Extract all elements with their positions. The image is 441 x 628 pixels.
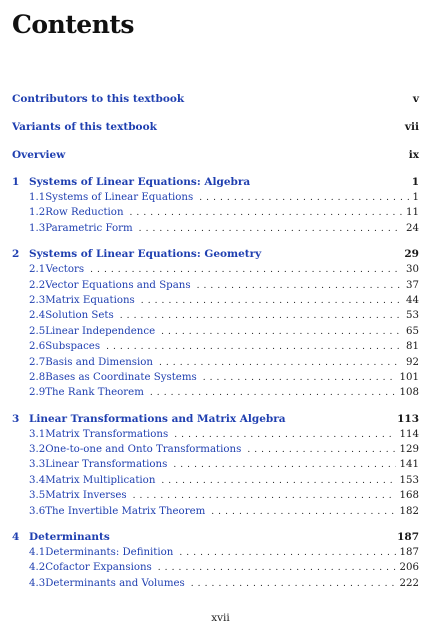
chapter-page: 187 <box>397 531 419 544</box>
toc-section-2-5[interactable] <box>12 324 419 339</box>
chapter-number: 4 <box>12 531 20 544</box>
section-page: 101 <box>399 371 419 383</box>
section-page: 129 <box>399 444 419 456</box>
section-page: 1 <box>412 192 419 203</box>
dot-leader <box>120 309 402 324</box>
dot-leader <box>203 371 396 386</box>
section-title[interactable]: Vector Equations and Spans <box>45 279 191 291</box>
chapter-title[interactable]: Linear Transformations and Matrix Algebra <box>29 412 286 425</box>
dot-leader <box>199 191 408 206</box>
section-number: 3.3 <box>29 459 46 471</box>
section-page: 206 <box>399 562 419 574</box>
dot-leader <box>211 505 395 520</box>
toc-section-3-2[interactable] <box>12 442 419 457</box>
section-page: 11 <box>406 207 419 219</box>
toc-entry-overview[interactable] <box>12 146 419 164</box>
dot-leader <box>191 577 396 592</box>
dot-leader <box>179 546 395 561</box>
section-number: 4.1 <box>29 547 46 559</box>
chapter-gap <box>12 401 419 411</box>
chapter-page: 1 <box>411 176 419 188</box>
toc-section-2-7[interactable] <box>12 355 419 370</box>
section-title[interactable]: Matrix Multiplication <box>45 474 156 486</box>
section-page: 222 <box>399 577 419 589</box>
chapter-title[interactable]: Determinants <box>29 531 110 544</box>
section-number: 4.3 <box>29 577 46 589</box>
section-number: 3.6 <box>29 505 46 517</box>
section-page: 65 <box>406 325 419 337</box>
dot-leader <box>133 489 396 504</box>
dot-leader <box>106 340 402 355</box>
chapter-page: 29 <box>404 248 419 261</box>
toc-entry-title[interactable]: Variants of this textbook <box>12 121 157 133</box>
dot-leader <box>174 428 395 443</box>
section-title[interactable]: The Rank Theorem <box>45 387 144 399</box>
section-title[interactable]: Linear Transformations <box>45 459 168 471</box>
section-number: 3.1 <box>29 428 46 440</box>
section-page: 92 <box>406 356 419 368</box>
toc-entry-page: vii <box>404 121 419 133</box>
section-number: 2.4 <box>29 310 46 322</box>
section-number: 2.2 <box>29 279 46 291</box>
toc-section-2-3[interactable] <box>12 293 419 308</box>
toc-entry-contributors[interactable] <box>12 90 419 108</box>
section-title[interactable]: Systems of Linear Equations <box>45 192 194 203</box>
toc-section-1-2[interactable] <box>12 205 419 220</box>
dot-leader <box>139 222 402 237</box>
section-number: 1.3 <box>29 222 46 234</box>
chapter-title[interactable]: Systems of Linear Equations: Geometry <box>29 248 262 261</box>
toc-chapter-1[interactable] <box>12 174 419 190</box>
toc-section-3-4[interactable] <box>12 473 419 488</box>
table-of-contents <box>12 90 419 591</box>
section-title[interactable]: Linear Independence <box>45 325 156 337</box>
page-title: Contents <box>12 10 135 39</box>
toc-chapter-3[interactable] <box>12 411 419 427</box>
toc-section-2-9[interactable] <box>12 385 419 400</box>
section-title[interactable]: Determinants and Volumes <box>45 577 185 589</box>
dot-leader <box>161 325 402 340</box>
section-number: 1.1 <box>29 192 46 203</box>
section-title[interactable]: Matrix Inverses <box>45 490 127 502</box>
section-number: 3.2 <box>29 444 46 456</box>
toc-section-3-3[interactable] <box>12 457 419 472</box>
section-title[interactable]: Determinants: Definition <box>45 547 174 559</box>
section-title[interactable]: Subspaces <box>45 341 101 353</box>
section-number: 2.8 <box>29 371 46 383</box>
toc-section-2-1[interactable] <box>12 262 419 277</box>
chapter-page: 113 <box>397 412 419 425</box>
chapter-title[interactable]: Systems of Linear Equations: Algebra <box>29 176 251 188</box>
section-page: 30 <box>406 264 419 276</box>
toc-section-4-1[interactable] <box>12 545 419 560</box>
section-page: 44 <box>406 294 419 306</box>
section-title[interactable]: Matrix Transformations <box>45 428 169 440</box>
section-page: 37 <box>406 279 419 291</box>
chapter-gap <box>12 236 419 246</box>
section-page: 53 <box>406 310 419 322</box>
section-page: 24 <box>406 222 419 234</box>
dot-leader <box>161 474 395 489</box>
section-title[interactable]: Bases as Coordinate Systems <box>45 371 197 383</box>
toc-entry-page: v <box>412 93 419 105</box>
toc-chapter-2[interactable] <box>12 246 419 262</box>
section-number: 3.4 <box>29 474 46 486</box>
section-page: 108 <box>399 387 419 399</box>
dot-leader <box>150 386 396 401</box>
toc-section-3-1[interactable] <box>12 427 419 442</box>
section-title[interactable]: Vectors <box>45 264 85 276</box>
section-page: 141 <box>399 459 419 471</box>
dot-leader <box>247 443 395 458</box>
dot-leader <box>159 356 402 371</box>
toc-section-2-8[interactable] <box>12 370 419 385</box>
dot-leader <box>130 206 403 221</box>
section-number: 2.1 <box>29 264 46 276</box>
toc-section-3-6[interactable] <box>12 504 419 519</box>
toc-entry-title[interactable]: Contributors to this textbook <box>12 93 185 105</box>
section-title[interactable]: Matrix Equations <box>45 294 135 306</box>
chapter-number: 1 <box>12 176 20 188</box>
toc-section-2-4[interactable] <box>12 308 419 323</box>
toc-section-1-3[interactable] <box>12 221 419 236</box>
section-title[interactable]: Basis and Dimension <box>45 356 153 368</box>
toc-section-2-6[interactable] <box>12 339 419 354</box>
section-number: 2.9 <box>29 387 46 399</box>
footer-page-number: xvii <box>211 612 230 624</box>
dot-leader <box>90 263 402 278</box>
dot-leader <box>197 279 402 294</box>
section-title[interactable]: Row Reduction <box>45 207 124 219</box>
toc-entry-title[interactable]: Overview <box>12 149 66 161</box>
section-page: 182 <box>399 505 419 517</box>
toc-section-1-1[interactable] <box>12 190 419 205</box>
dot-leader <box>173 458 395 473</box>
section-page: 153 <box>399 474 419 486</box>
chapter-gap <box>12 519 419 529</box>
section-number: 2.5 <box>29 325 46 337</box>
toc-entry-page: ix <box>408 149 419 161</box>
section-title[interactable]: One-to-one and Onto Transformations <box>45 444 242 456</box>
section-title[interactable]: The Invertible Matrix Theorem <box>45 505 206 517</box>
section-number: 2.3 <box>29 294 46 306</box>
section-number: 2.6 <box>29 341 46 353</box>
section-title[interactable]: Cofactor Expansions <box>45 562 152 574</box>
toc-section-4-2[interactable] <box>12 560 419 575</box>
chapter-number: 2 <box>12 248 20 261</box>
section-page: 114 <box>399 428 419 440</box>
toc-entry-variants[interactable] <box>12 118 419 136</box>
toc-chapter-4[interactable] <box>12 529 419 545</box>
section-page: 81 <box>406 341 419 353</box>
dot-leader <box>141 294 402 309</box>
section-page: 187 <box>399 547 419 559</box>
section-number: 1.2 <box>29 207 46 219</box>
toc-section-3-5[interactable] <box>12 488 419 503</box>
section-title[interactable]: Solution Sets <box>45 310 114 322</box>
section-number: 2.7 <box>29 356 46 368</box>
chapter-number: 3 <box>12 412 20 425</box>
section-page: 168 <box>399 490 419 502</box>
section-title[interactable]: Parametric Form <box>45 222 133 234</box>
toc-section-4-3[interactable] <box>12 576 419 591</box>
section-number: 3.5 <box>29 490 46 502</box>
section-number: 4.2 <box>29 562 46 574</box>
toc-section-2-2[interactable] <box>12 278 419 293</box>
dot-leader <box>158 561 396 576</box>
